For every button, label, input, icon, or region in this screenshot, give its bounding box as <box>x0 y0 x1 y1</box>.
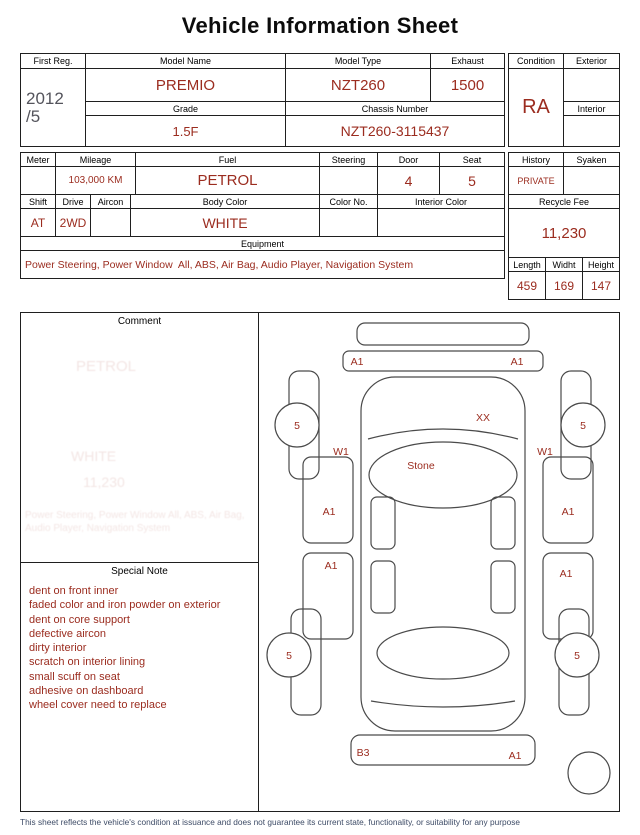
meter-label: Meter <box>21 153 56 167</box>
recycle-fee-label: Recycle Fee <box>509 195 620 209</box>
mark-hood: XX <box>475 412 491 424</box>
hood-line <box>368 429 518 439</box>
fuel-value: PETROL <box>136 167 320 195</box>
car-diagram <box>259 315 619 811</box>
shift-label: Shift <box>21 195 56 209</box>
body-color-value: WHITE <box>131 209 320 237</box>
syaken-value <box>564 167 620 195</box>
comment-area <box>21 330 258 562</box>
comment-header: Comment <box>117 316 162 327</box>
mark-door-rear-right: A1 <box>559 568 573 580</box>
main-section <box>20 312 620 812</box>
exterior-label: Exterior <box>564 54 620 69</box>
top-band <box>20 53 620 147</box>
special-note-item: scratch on interior lining <box>29 656 146 669</box>
aircon-value <box>91 209 131 237</box>
grade-label: Grade <box>86 102 286 116</box>
equipment-label: Equipment <box>21 237 505 251</box>
drive-label: Drive <box>56 195 91 209</box>
interior-color-label: Interior Color <box>378 195 505 209</box>
seat-label: Seat <box>440 153 505 167</box>
special-note-item: wheel cover need to replace <box>29 699 167 712</box>
exhaust-value: 1500 <box>431 69 505 102</box>
steering-value <box>320 167 378 195</box>
disclaimer-text: This sheet reflects the vehicle's condition at issuance and does not guarantee its current state, functionality, or suitability for any purpose <box>20 817 520 827</box>
length-value: 459 <box>509 272 546 300</box>
model-type-value: NZT260 <box>286 69 431 102</box>
interior-panel <box>491 561 515 613</box>
special-note-item: dent on front inner <box>29 585 119 597</box>
special-note-item: adhesive on dashboard <box>29 685 144 698</box>
left-front-door-panel <box>303 457 353 543</box>
first-reg-year: 2012 <box>26 88 64 108</box>
spec-band <box>20 152 620 300</box>
special-note-item: dent on core support <box>29 613 130 626</box>
interior-color-value <box>378 209 505 237</box>
body-table <box>20 194 505 237</box>
damage-diagram-panel <box>259 313 619 811</box>
rear-window <box>377 627 509 679</box>
model-name-label: Model Name <box>86 54 286 69</box>
mark-rear-left: B3 <box>356 747 370 759</box>
trunk-line <box>371 701 515 707</box>
meter-value <box>21 167 56 195</box>
car-body-outline <box>361 377 525 731</box>
grade-value: 1.5F <box>86 116 286 147</box>
model-type-label: Model Type <box>286 54 431 69</box>
spare-tire <box>568 752 610 794</box>
condition-label: Condition <box>509 54 564 69</box>
first-reg-month: /5 <box>26 106 41 126</box>
history-value: PRIVATE <box>509 167 564 195</box>
seat-value: 5 <box>440 167 505 195</box>
mark-wheel-rear-left: 5 <box>286 650 292 662</box>
length-label: Length <box>509 258 546 272</box>
mark-wheel-front-right: 5 <box>580 420 586 432</box>
first-reg-label: First Reg. <box>21 54 86 69</box>
door-value: 4 <box>378 167 440 195</box>
special-note-item: dirty interior <box>29 642 87 655</box>
mark-door-front-left: A1 <box>322 506 336 518</box>
width-label: Widht <box>546 258 583 272</box>
mark-windshield: Stone <box>407 460 435 472</box>
history-label: History <box>509 153 564 167</box>
special-note-item: faded color and iron powder on exterior <box>29 599 221 612</box>
mark-wheel-rear-right: 5 <box>574 650 580 662</box>
chassis-number-value: NZT260-3115437 <box>286 116 505 147</box>
special-note-item: defective aircon <box>29 627 107 640</box>
mark-front-left: A1 <box>350 356 364 368</box>
chassis-number-label: Chassis Number <box>286 102 505 116</box>
special-note-list <box>21 579 258 811</box>
spec-left-column <box>20 152 505 279</box>
interior-panel <box>371 497 395 549</box>
color-no-value <box>320 209 378 237</box>
interior-value <box>564 116 620 147</box>
exhaust-label: Exhaust <box>431 54 505 69</box>
mileage-label: Mileage <box>56 153 136 167</box>
equipment-value: Power Steering, Power Window All, ABS, Air Bag, Audio Player, Navigation System <box>21 251 505 279</box>
rear-bumper <box>351 735 535 765</box>
mileage-value: 103,000 KM <box>56 167 136 195</box>
shift-value: AT <box>21 209 56 237</box>
right-front-door-panel <box>543 457 593 543</box>
mark-fender-left: W1 <box>333 446 349 458</box>
mark-wheel-front-left: 5 <box>294 420 300 432</box>
width-value: 169 <box>546 272 583 300</box>
mark-rear-right: A1 <box>508 750 522 762</box>
mark-fender-right: W1 <box>537 446 553 458</box>
dimensions-table <box>508 257 620 300</box>
mark-door-rear-left: A1 <box>324 560 338 572</box>
color-no-label: Color No. <box>320 195 378 209</box>
special-note-item: small scuff on seat <box>29 670 120 683</box>
door-label: Door <box>378 153 440 167</box>
front-bumper <box>357 323 529 345</box>
fuel-label: Fuel <box>136 153 320 167</box>
model-name-value: PREMIO <box>86 69 286 102</box>
ghost-text: Power Steering, Power Window All, ABS, Air Bag, Audio Player, Navigation System <box>25 510 245 534</box>
equipment-table <box>20 236 505 279</box>
spec-right-column <box>508 152 620 300</box>
recycle-fee-value: 11,230 <box>509 209 620 258</box>
interior-label: Interior <box>564 102 620 116</box>
condition-table <box>508 53 620 147</box>
history-table <box>508 152 620 195</box>
ghost-text: PETROL <box>76 358 137 375</box>
ghost-text: 11,230 <box>83 474 125 490</box>
interior-panel <box>491 497 515 549</box>
aircon-label: Aircon <box>91 195 131 209</box>
mileage-table <box>20 152 505 195</box>
page-title: Vehicle Information Sheet <box>181 13 459 38</box>
right-rear-door-panel <box>543 553 593 639</box>
mark-front-right: A1 <box>510 356 524 368</box>
exterior-value <box>564 69 620 102</box>
windshield <box>369 442 517 508</box>
special-note-header: Special Note <box>21 562 258 579</box>
registration-table <box>20 53 505 147</box>
first-reg-value <box>21 69 86 147</box>
mark-door-front-right: A1 <box>561 506 575 518</box>
comment-panel <box>21 313 259 811</box>
recycle-fee-table <box>508 194 620 258</box>
body-color-label: Body Color <box>131 195 320 209</box>
height-value: 147 <box>583 272 620 300</box>
interior-panel <box>371 561 395 613</box>
steering-label: Steering <box>320 153 378 167</box>
ghost-text: WHITE <box>71 448 117 464</box>
drive-value: 2WD <box>56 209 91 237</box>
syaken-label: Syaken <box>564 153 620 167</box>
condition-grade-value: RA <box>509 69 564 147</box>
height-label: Height <box>583 258 620 272</box>
